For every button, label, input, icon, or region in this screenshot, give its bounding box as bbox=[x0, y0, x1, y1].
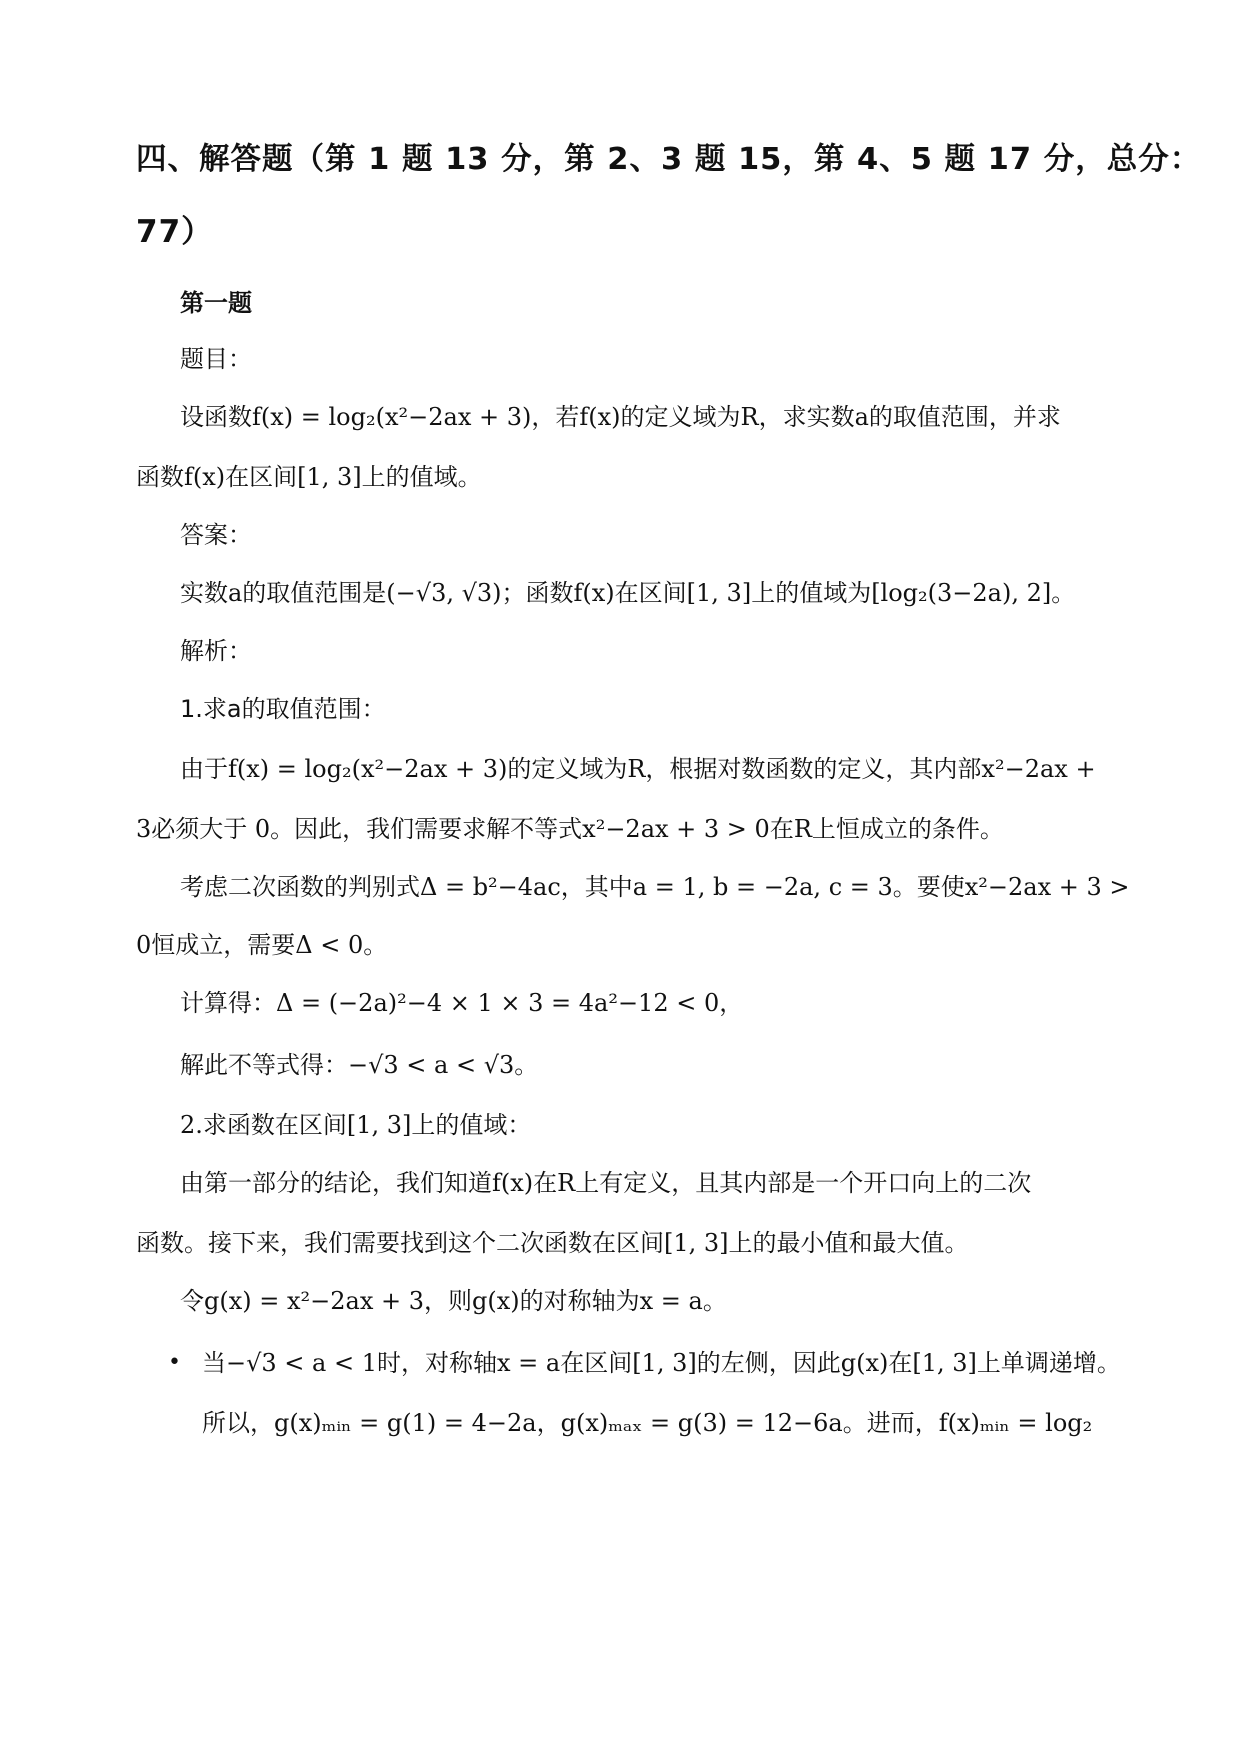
prompt-label: 题目： bbox=[180, 345, 252, 373]
section-heading-cont: 77） bbox=[136, 214, 214, 250]
prompt-text-cont: 函数f(x)在区间[1, 3]上的值域。 bbox=[136, 463, 482, 491]
step1-title: 1.求a的取值范围： bbox=[180, 695, 386, 723]
section-heading: 四、解答题（第 1 题 13 分，第 2、3 题 15，第 4、5 题 17 分，总分： bbox=[136, 142, 1202, 177]
calculation-line: 计算得：Δ = (−2a)²−4 × 1 × 3 = 4a²−12 < 0， bbox=[180, 989, 744, 1017]
prompt-text: 设函数f(x) = log₂(x²−2ax + 3)，若f(x)的定义域为R，求实数a的取值范围，并求 bbox=[180, 403, 1061, 431]
step2-title: 2.求函数在区间[1, 3]上的值域： bbox=[180, 1111, 532, 1139]
symmetry-axis-line: 令g(x) = x²−2ax + 3，则g(x)的对称轴为x = a。 bbox=[180, 1287, 727, 1315]
answer-text: 实数a的取值范围是(−√3, √3)；函数f(x)在区间[1, 3]上的值域为[log₂(3−2a), 2]。 bbox=[180, 579, 1076, 607]
bullet-marker: • bbox=[168, 1350, 181, 1375]
bullet-case-1-cont: 所以，g(x)ₘᵢₙ = g(1) = 4−2a，g(x)ₘₐₓ = g(3) = 12−6a。进而，f(x)ₘᵢₙ = log₂ bbox=[202, 1409, 1093, 1437]
discriminant-paragraph: 考虑二次函数的判别式Δ = b²−4ac，其中a = 1, b = −2a, c = 3。要使x²−2ax + 3 > bbox=[180, 873, 1130, 901]
step2-paragraph: 由第一部分的结论，我们知道f(x)在R上有定义，且其内部是一个开口向上的二次 bbox=[180, 1169, 1032, 1197]
bullet-case-1: 当−√3 < a < 1时，对称轴x = a在区间[1, 3]的左侧，因此g(x)在[1, 3]上单调递增。 bbox=[202, 1349, 1121, 1377]
discriminant-paragraph-cont: 0恒成立，需要Δ < 0。 bbox=[136, 931, 388, 959]
step2-paragraph-cont: 函数。接下来，我们需要找到这个二次函数在区间[1, 3]上的最小值和最大值。 bbox=[136, 1229, 969, 1257]
analysis-paragraph: 由于f(x) = log₂(x²−2ax + 3)的定义域为R，根据对数函数的定义，其内部x²−2ax + bbox=[180, 755, 1096, 783]
answer-label: 答案： bbox=[180, 521, 252, 549]
question-title: 第一题 bbox=[180, 289, 252, 317]
solution-line: 解此不等式得：−√3 < a < √3。 bbox=[180, 1051, 539, 1079]
analysis-label: 解析： bbox=[180, 637, 252, 665]
analysis-paragraph-cont: 3必须大于 0。因此，我们需要求解不等式x²−2ax + 3 > 0在R上恒成立的条件。 bbox=[136, 815, 1004, 843]
